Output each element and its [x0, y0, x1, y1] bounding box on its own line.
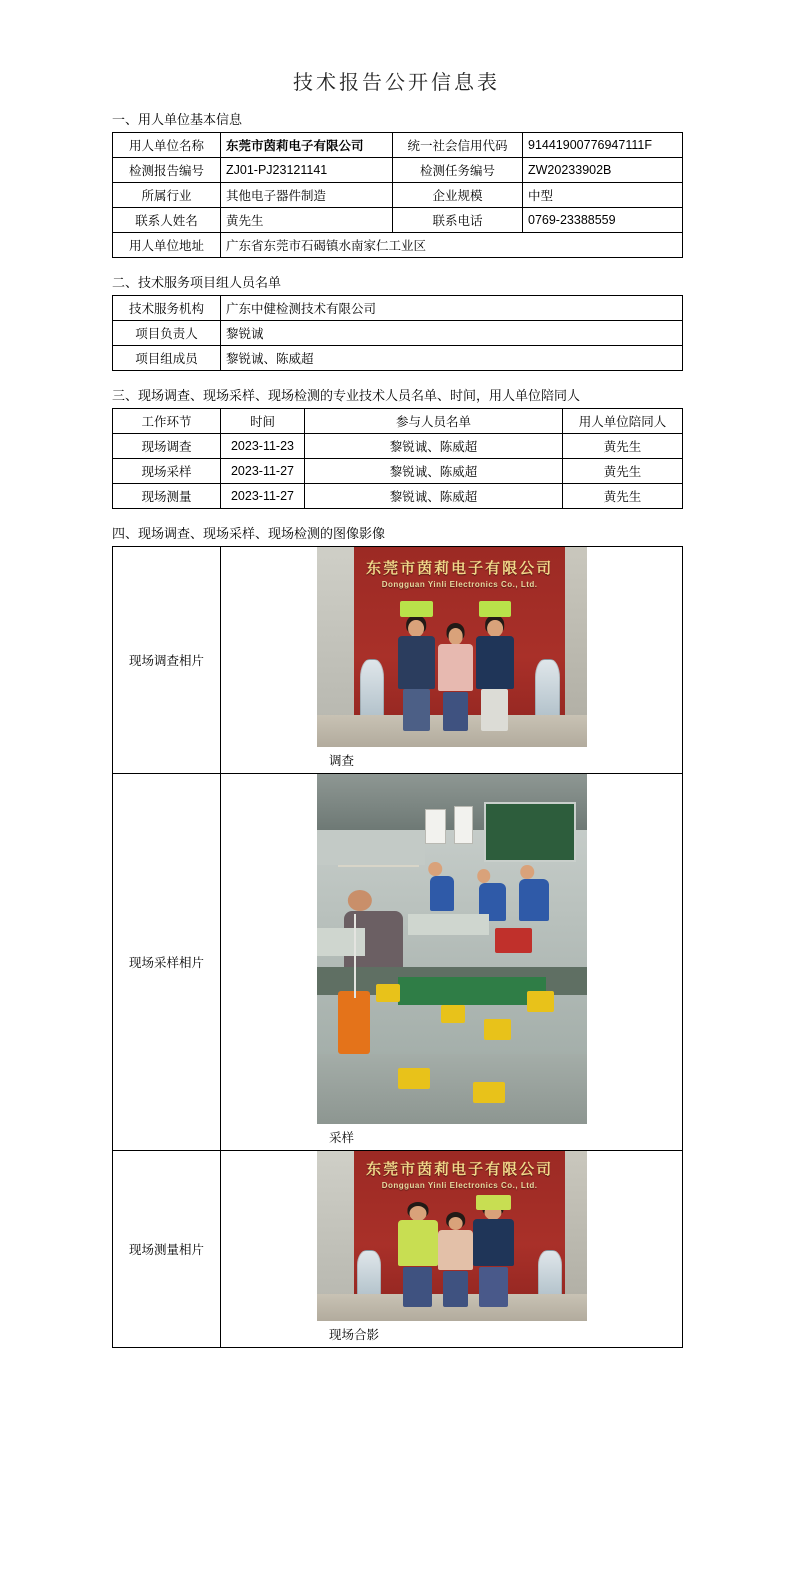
row-label: 项目负责人 — [113, 321, 221, 346]
torso — [438, 644, 473, 692]
cell-stage: 现场采样 — [113, 459, 221, 484]
sampling-tube — [354, 914, 356, 998]
table-row — [113, 208, 683, 233]
company-sign-cn: 东莞市茵莉电子有限公司 — [366, 1160, 554, 1178]
address-value: 广东省东莞市石碣镇水南家仁工业区 — [221, 233, 683, 258]
row-label: 项目组成员 — [113, 346, 221, 371]
address-label: 用人单位地址 — [113, 233, 221, 258]
section-4-heading: 四、现场调查、现场采样、现场检测的图像影像 — [112, 526, 386, 541]
component-tray-3 — [484, 1019, 511, 1040]
overhead-rail — [338, 865, 419, 867]
head — [487, 620, 503, 637]
torso — [473, 1219, 514, 1266]
company-sign-en: Dongguan Yinli Electronics Co., Ltd. — [381, 1180, 538, 1190]
wall-notice-2 — [454, 806, 473, 845]
cell-escort: 黄先生 — [563, 434, 683, 459]
table-row — [113, 434, 683, 459]
worker-head-2 — [477, 869, 491, 883]
col-header-stage: 工作环节 — [113, 409, 221, 434]
component-tray-4 — [527, 991, 554, 1012]
head — [408, 620, 424, 637]
row-value: 黎锐诚 — [221, 321, 683, 346]
component-tray-1 — [376, 984, 400, 1002]
notice-board — [484, 802, 576, 862]
cell-date: 2023-11-27 — [221, 484, 305, 509]
col-header-participants: 参与人员名单 — [305, 409, 563, 434]
photo-caption: 现场合影 — [329, 1328, 380, 1342]
company-sign-cn: 东莞市茵莉电子有限公司 — [366, 560, 554, 577]
row-value: ZJ01-PJ23121141 — [221, 158, 393, 183]
row-label-2: 联系电话 — [393, 208, 523, 233]
row-value-2: ZW20233902B — [523, 158, 683, 183]
cell-escort: 黄先生 — [563, 459, 683, 484]
row-label-2: 企业规模 — [393, 183, 523, 208]
photo-caption: 调查 — [329, 754, 355, 768]
belt-green-surface — [398, 977, 547, 1005]
back-wall — [317, 830, 425, 865]
photo-cell — [221, 547, 683, 774]
torso — [398, 636, 436, 689]
photo-cell — [221, 1151, 683, 1348]
row-value: 广东中健检测技术有限公司 — [221, 296, 683, 321]
table-row — [113, 346, 683, 371]
legs — [479, 1267, 508, 1308]
employer-info-table — [112, 132, 683, 258]
company-sign — [360, 1158, 560, 1190]
torso — [476, 636, 514, 689]
row-value-2: 中型 — [523, 183, 683, 208]
floor-tray-1 — [398, 1068, 430, 1089]
person-1 — [398, 1202, 439, 1307]
company-sign-en: Dongguan Yinli Electronics Co., Ltd. — [381, 580, 538, 589]
worker-body-3 — [519, 879, 549, 921]
group-photo-entrance-2-image — [317, 1151, 587, 1321]
photo-row-sampling — [113, 774, 683, 1151]
table-row — [113, 296, 683, 321]
torso — [398, 1220, 439, 1266]
person-1 — [398, 615, 436, 731]
cell-date: 2023-11-23 — [221, 434, 305, 459]
component-tray-2 — [441, 1005, 465, 1023]
page-title: 技术报告公开信息表 — [293, 72, 500, 94]
photo-row-measurement — [113, 1151, 683, 1348]
head — [448, 1217, 463, 1230]
person-3 — [473, 1200, 514, 1307]
cell-participants: 黎锐诚、陈威超 — [305, 459, 563, 484]
section-1-heading: 一、用人单位基本信息 — [112, 112, 243, 127]
row-value-2: 91441900776947111F — [523, 133, 683, 158]
row-label: 所属行业 — [113, 183, 221, 208]
worker-body-1 — [430, 876, 454, 911]
row-label: 检测报告编号 — [113, 158, 221, 183]
table-row — [113, 484, 683, 509]
site-photos-table — [112, 546, 683, 1348]
wall-notice-1 — [425, 809, 447, 844]
head — [409, 1206, 426, 1221]
site-activity-table — [112, 408, 683, 509]
head — [448, 628, 463, 644]
legs — [481, 689, 508, 731]
legs — [403, 1267, 432, 1307]
factory-floor — [317, 1054, 587, 1124]
safety-vest-2 — [479, 601, 511, 617]
cell-participants: 黎锐诚、陈威超 — [305, 484, 563, 509]
row-value: 东莞市茵莉电子有限公司 — [221, 133, 393, 158]
table-header-row — [113, 409, 683, 434]
table-row — [113, 158, 683, 183]
company-sign — [360, 557, 560, 589]
work-table-left — [317, 928, 366, 956]
photo-caption: 采样 — [329, 1131, 355, 1145]
photo-row-survey — [113, 547, 683, 774]
cell-participants: 黎锐诚、陈威超 — [305, 434, 563, 459]
row-label-2: 检测任务编号 — [393, 158, 523, 183]
photo-cell — [221, 774, 683, 1151]
photo-row-label: 现场调查相片 — [113, 547, 221, 774]
col-header-date: 时间 — [221, 409, 305, 434]
photo-row-label: 现场测量相片 — [113, 1151, 221, 1348]
legs — [443, 692, 468, 731]
group-photo-entrance-image — [317, 547, 587, 747]
worker-head-1 — [429, 862, 443, 876]
floor-tray-2 — [473, 1082, 505, 1103]
person-2 — [438, 623, 473, 731]
factory-production-line-image — [317, 774, 587, 1124]
row-label-2: 统一社会信用代码 — [393, 133, 523, 158]
legs — [403, 689, 430, 731]
row-value: 黎锐诚、陈威超 — [221, 346, 683, 371]
torso — [438, 1230, 473, 1270]
photo-row-label: 现场采样相片 — [113, 774, 221, 1151]
red-bin — [495, 928, 533, 953]
table-row — [113, 133, 683, 158]
cell-stage: 现场调查 — [113, 434, 221, 459]
row-label: 用人单位名称 — [113, 133, 221, 158]
legs — [443, 1271, 468, 1307]
table-row — [113, 183, 683, 208]
safety-vest-1 — [400, 601, 432, 617]
project-team-table — [112, 295, 683, 371]
row-value-2: 0769-23388559 — [523, 208, 683, 233]
section-2-heading: 二、技术服务项目组人员名单 — [112, 275, 282, 290]
table-row-address — [113, 233, 683, 258]
cell-stage: 现场测量 — [113, 484, 221, 509]
sampling-pump — [338, 991, 370, 1054]
row-label: 联系人姓名 — [113, 208, 221, 233]
person-2 — [438, 1212, 473, 1307]
table-row — [113, 321, 683, 346]
row-value: 黄先生 — [221, 208, 393, 233]
cell-date: 2023-11-27 — [221, 459, 305, 484]
section-3-heading: 三、现场调查、现场采样、现场检测的专业技术人员名单、时间，用人单位陪同人 — [112, 388, 581, 403]
row-value: 其他电子器件制造 — [221, 183, 393, 208]
work-table-mid — [408, 914, 489, 935]
worker-head-3 — [520, 865, 534, 879]
person-3 — [476, 615, 514, 731]
safety-vest-3 — [476, 1195, 511, 1210]
col-header-escort: 用人单位陪同人 — [563, 409, 683, 434]
row-label: 技术服务机构 — [113, 296, 221, 321]
table-row — [113, 459, 683, 484]
cell-escort: 黄先生 — [563, 484, 683, 509]
